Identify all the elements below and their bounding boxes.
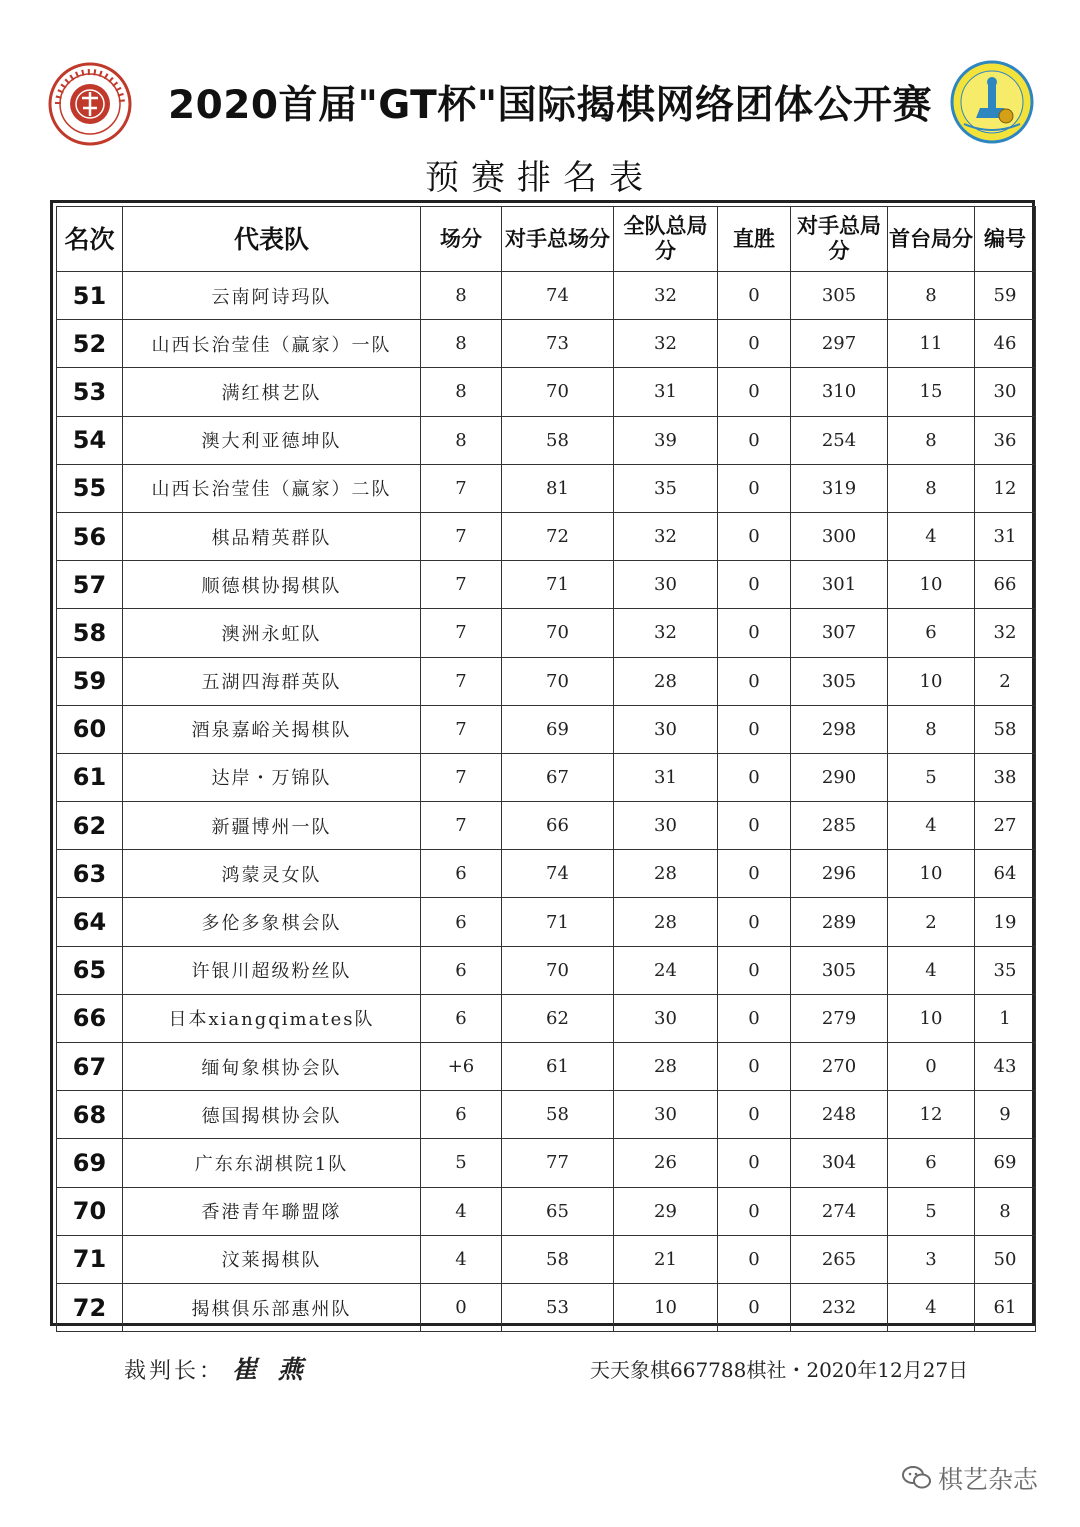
cell-match-points: 7 <box>421 464 502 512</box>
table-row <box>57 898 1036 946</box>
cell-team: 澳洲永虹队 <box>123 609 421 657</box>
cell-direct-wins: 0 <box>718 272 791 320</box>
cell-team-game-points: 32 <box>614 609 718 657</box>
cell-rank: 60 <box>57 705 123 753</box>
cell-opponent-game-points: 297 <box>791 320 888 368</box>
cell-rank: 57 <box>57 561 123 609</box>
cell-team-game-points: 26 <box>614 1139 718 1187</box>
cell-opponent-game-points: 296 <box>791 850 888 898</box>
cell-team-number: 19 <box>975 898 1036 946</box>
cell-opponent-match-points: 71 <box>502 898 614 946</box>
cell-match-points: 4 <box>421 1187 502 1235</box>
cell-rank: 64 <box>57 898 123 946</box>
cell-opponent-game-points: 319 <box>791 464 888 512</box>
cell-first-board-points: 6 <box>888 1139 975 1187</box>
cell-match-points: 7 <box>421 561 502 609</box>
cell-match-points: 7 <box>421 705 502 753</box>
cell-team-game-points: 39 <box>614 416 718 464</box>
table-row <box>57 753 1036 801</box>
cell-first-board-points: 10 <box>888 657 975 705</box>
cell-match-points: 6 <box>421 946 502 994</box>
cell-team-number: 58 <box>975 705 1036 753</box>
cell-direct-wins: 0 <box>718 1043 791 1091</box>
cell-match-points: 8 <box>421 320 502 368</box>
cell-team: 缅甸象棋协会队 <box>123 1043 421 1091</box>
page-title: 2020首届"GT杯"国际揭棋网络团体公开赛 <box>167 83 933 128</box>
cell-team-game-points: 32 <box>614 320 718 368</box>
cell-rank: 53 <box>57 368 123 416</box>
cell-opponent-match-points: 72 <box>502 512 614 560</box>
cell-first-board-points: 4 <box>888 512 975 560</box>
cell-team-number: 9 <box>975 1091 1036 1139</box>
cell-direct-wins: 0 <box>718 368 791 416</box>
cell-team: 广东东湖棋院1队 <box>123 1139 421 1187</box>
table-row <box>57 802 1036 850</box>
header-first-board-points: 首台局分 <box>888 207 975 272</box>
cell-team-game-points: 32 <box>614 272 718 320</box>
table-row <box>57 368 1036 416</box>
cell-team-number: 61 <box>975 1283 1036 1331</box>
cell-opponent-match-points: 81 <box>502 464 614 512</box>
cell-first-board-points: 3 <box>888 1235 975 1283</box>
cell-direct-wins: 0 <box>718 657 791 705</box>
cell-team-game-points: 31 <box>614 753 718 801</box>
cell-rank: 66 <box>57 994 123 1042</box>
cell-opponent-game-points: 289 <box>791 898 888 946</box>
cell-match-points: 6 <box>421 994 502 1042</box>
cell-team-game-points: 35 <box>614 464 718 512</box>
cell-team-number: 64 <box>975 850 1036 898</box>
cell-first-board-points: 11 <box>888 320 975 368</box>
table-row <box>57 272 1036 320</box>
cell-team-game-points: 24 <box>614 946 718 994</box>
cell-match-points: 8 <box>421 368 502 416</box>
cell-direct-wins: 0 <box>718 464 791 512</box>
cell-rank: 56 <box>57 512 123 560</box>
cell-opponent-match-points: 73 <box>502 320 614 368</box>
table-row <box>57 1235 1036 1283</box>
cell-match-points: 7 <box>421 753 502 801</box>
cell-rank: 55 <box>57 464 123 512</box>
cell-match-points: 7 <box>421 512 502 560</box>
cell-opponent-game-points: 310 <box>791 368 888 416</box>
cell-first-board-points: 6 <box>888 609 975 657</box>
table-row <box>57 512 1036 560</box>
cell-match-points: 6 <box>421 898 502 946</box>
cell-direct-wins: 0 <box>718 705 791 753</box>
cell-opponent-match-points: 58 <box>502 416 614 464</box>
header-opponent-match-points: 对手总场分 <box>502 207 614 272</box>
cell-opponent-game-points: 298 <box>791 705 888 753</box>
cell-team: 新疆博州一队 <box>123 802 421 850</box>
cell-team-number: 27 <box>975 802 1036 850</box>
cell-team: 澳大利亚德坤队 <box>123 416 421 464</box>
cell-opponent-match-points: 70 <box>502 368 614 416</box>
cell-direct-wins: 0 <box>718 512 791 560</box>
cell-rank: 61 <box>57 753 123 801</box>
cell-team-game-points: 32 <box>614 512 718 560</box>
cell-team-game-points: 31 <box>614 368 718 416</box>
cell-first-board-points: 4 <box>888 802 975 850</box>
cell-team: 棋品精英群队 <box>123 512 421 560</box>
watermark <box>902 1460 1038 1496</box>
cell-match-points: 7 <box>421 609 502 657</box>
association-logo-right <box>950 60 1034 144</box>
cell-match-points: +6 <box>421 1043 502 1091</box>
cell-match-points: 0 <box>421 1283 502 1331</box>
cell-direct-wins: 0 <box>718 1091 791 1139</box>
federation-emblem-icon <box>950 60 1034 144</box>
cell-opponent-game-points: 300 <box>791 512 888 560</box>
cell-team-number: 46 <box>975 320 1036 368</box>
cell-opponent-match-points: 58 <box>502 1235 614 1283</box>
cell-first-board-points: 10 <box>888 994 975 1042</box>
cell-rank: 62 <box>57 802 123 850</box>
cell-first-board-points: 10 <box>888 850 975 898</box>
cell-team-number: 43 <box>975 1043 1036 1091</box>
cell-team: 酒泉嘉峪关揭棋队 <box>123 705 421 753</box>
header-direct-wins: 直胜 <box>718 207 791 272</box>
header-team-number: 编号 <box>975 207 1036 272</box>
cell-opponent-match-points: 71 <box>502 561 614 609</box>
cell-team-number: 50 <box>975 1235 1036 1283</box>
cell-opponent-match-points: 70 <box>502 609 614 657</box>
table-row <box>57 561 1036 609</box>
cell-first-board-points: 5 <box>888 753 975 801</box>
table-row <box>57 609 1036 657</box>
cell-opponent-game-points: 279 <box>791 994 888 1042</box>
cell-opponent-match-points: 53 <box>502 1283 614 1331</box>
header-match-points: 场分 <box>421 207 502 272</box>
cell-first-board-points: 8 <box>888 272 975 320</box>
cell-first-board-points: 5 <box>888 1187 975 1235</box>
cell-team-number: 35 <box>975 946 1036 994</box>
table-header-row <box>57 207 1036 272</box>
cell-rank: 72 <box>57 1283 123 1331</box>
cell-team: 达岸・万锦队 <box>123 753 421 801</box>
cell-team-game-points: 30 <box>614 994 718 1042</box>
header-opponent-game-points: 对手总局分 <box>791 207 888 272</box>
cell-rank: 69 <box>57 1139 123 1187</box>
table-row <box>57 994 1036 1042</box>
table-row <box>57 657 1036 705</box>
cell-opponent-game-points: 307 <box>791 609 888 657</box>
cell-match-points: 6 <box>421 1091 502 1139</box>
cell-team: 日本xiangqimates队 <box>123 994 421 1042</box>
cell-opponent-match-points: 69 <box>502 705 614 753</box>
cell-rank: 63 <box>57 850 123 898</box>
cell-direct-wins: 0 <box>718 320 791 368</box>
cell-rank: 59 <box>57 657 123 705</box>
cell-opponent-game-points: 248 <box>791 1091 888 1139</box>
cell-team-game-points: 30 <box>614 1091 718 1139</box>
cell-team: 满红棋艺队 <box>123 368 421 416</box>
cell-direct-wins: 0 <box>718 561 791 609</box>
table-row <box>57 416 1036 464</box>
table-row <box>57 705 1036 753</box>
cell-team: 鸿蒙灵女队 <box>123 850 421 898</box>
cell-team: 多伦多象棋会队 <box>123 898 421 946</box>
cell-rank: 71 <box>57 1235 123 1283</box>
cell-direct-wins: 0 <box>718 609 791 657</box>
ranking-table <box>50 200 1035 1326</box>
table-row <box>57 1187 1036 1235</box>
cell-team-game-points: 28 <box>614 657 718 705</box>
cell-match-points: 5 <box>421 1139 502 1187</box>
cell-first-board-points: 4 <box>888 1283 975 1331</box>
table-row <box>57 320 1036 368</box>
cell-match-points: 7 <box>421 657 502 705</box>
table-row <box>57 946 1036 994</box>
cell-opponent-game-points: 305 <box>791 272 888 320</box>
cell-direct-wins: 0 <box>718 1235 791 1283</box>
cell-direct-wins: 0 <box>718 802 791 850</box>
cell-team-game-points: 29 <box>614 1187 718 1235</box>
cell-team-game-points: 10 <box>614 1283 718 1331</box>
cell-first-board-points: 4 <box>888 946 975 994</box>
table-row <box>57 850 1036 898</box>
cell-first-board-points: 0 <box>888 1043 975 1091</box>
cell-first-board-points: 8 <box>888 416 975 464</box>
cell-opponent-match-points: 61 <box>502 1043 614 1091</box>
cell-match-points: 7 <box>421 802 502 850</box>
cell-rank: 68 <box>57 1091 123 1139</box>
cell-opponent-match-points: 66 <box>502 802 614 850</box>
cell-team-number: 2 <box>975 657 1036 705</box>
referee-signature-line <box>124 1350 309 1386</box>
cell-team-number: 69 <box>975 1139 1036 1187</box>
seal-icon <box>48 62 132 146</box>
cell-team-number: 12 <box>975 464 1036 512</box>
cell-team-game-points: 28 <box>614 850 718 898</box>
cell-rank: 67 <box>57 1043 123 1091</box>
cell-match-points: 8 <box>421 272 502 320</box>
cell-rank: 54 <box>57 416 123 464</box>
cell-direct-wins: 0 <box>718 850 791 898</box>
cell-opponent-game-points: 265 <box>791 1235 888 1283</box>
cell-rank: 52 <box>57 320 123 368</box>
cell-direct-wins: 0 <box>718 1139 791 1187</box>
cell-opponent-game-points: 304 <box>791 1139 888 1187</box>
cell-opponent-match-points: 67 <box>502 753 614 801</box>
cell-team-game-points: 30 <box>614 802 718 850</box>
cell-opponent-game-points: 270 <box>791 1043 888 1091</box>
cell-opponent-match-points: 70 <box>502 657 614 705</box>
cell-team: 五湖四海群英队 <box>123 657 421 705</box>
cell-opponent-game-points: 305 <box>791 946 888 994</box>
organizer-date: 天天象棋667788棋社・2020年12月27日 <box>590 1358 969 1382</box>
cell-first-board-points: 15 <box>888 368 975 416</box>
header-rank: 名次 <box>57 207 123 272</box>
cell-team-number: 8 <box>975 1187 1036 1235</box>
table-row <box>57 1043 1036 1091</box>
cell-match-points: 4 <box>421 1235 502 1283</box>
cell-opponent-match-points: 58 <box>502 1091 614 1139</box>
cell-team: 德国揭棋协会队 <box>123 1091 421 1139</box>
cell-rank: 51 <box>57 272 123 320</box>
cell-team-number: 32 <box>975 609 1036 657</box>
cell-team: 许银川超级粉丝队 <box>123 946 421 994</box>
cell-team-number: 1 <box>975 994 1036 1042</box>
cell-match-points: 6 <box>421 850 502 898</box>
cell-team-number: 66 <box>975 561 1036 609</box>
cell-team-number: 59 <box>975 272 1036 320</box>
cell-direct-wins: 0 <box>718 1187 791 1235</box>
cell-direct-wins: 0 <box>718 1283 791 1331</box>
cell-team-game-points: 30 <box>614 705 718 753</box>
cell-opponent-game-points: 274 <box>791 1187 888 1235</box>
cell-opponent-match-points: 74 <box>502 272 614 320</box>
cell-opponent-game-points: 290 <box>791 753 888 801</box>
cell-team: 汶莱揭棋队 <box>123 1235 421 1283</box>
referee-name: 崔 燕 <box>232 1355 309 1384</box>
cell-team-game-points: 30 <box>614 561 718 609</box>
page-subtitle: 预赛排名表 <box>425 158 655 198</box>
referee-label: 裁判长： <box>124 1359 225 1384</box>
cell-team-number: 31 <box>975 512 1036 560</box>
cell-rank: 58 <box>57 609 123 657</box>
cell-team: 揭棋俱乐部惠州队 <box>123 1283 421 1331</box>
cell-opponent-match-points: 70 <box>502 946 614 994</box>
cell-rank: 65 <box>57 946 123 994</box>
cell-team: 山西长治莹佳（赢家）二队 <box>123 464 421 512</box>
cell-opponent-game-points: 301 <box>791 561 888 609</box>
cell-first-board-points: 8 <box>888 464 975 512</box>
cell-direct-wins: 0 <box>718 994 791 1042</box>
cell-opponent-match-points: 77 <box>502 1139 614 1187</box>
header-team: 代表队 <box>123 207 421 272</box>
cell-direct-wins: 0 <box>718 946 791 994</box>
cell-first-board-points: 8 <box>888 705 975 753</box>
cell-team: 香港青年聯盟隊 <box>123 1187 421 1235</box>
cell-opponent-match-points: 65 <box>502 1187 614 1235</box>
table-row <box>57 1139 1036 1187</box>
cell-opponent-match-points: 74 <box>502 850 614 898</box>
table-row <box>57 464 1036 512</box>
cell-direct-wins: 0 <box>718 898 791 946</box>
watermark-text: 棋艺杂志 <box>938 1465 1039 1494</box>
cell-team: 云南阿诗玛队 <box>123 272 421 320</box>
cell-direct-wins: 0 <box>718 416 791 464</box>
cell-first-board-points: 2 <box>888 898 975 946</box>
cell-opponent-game-points: 305 <box>791 657 888 705</box>
table-row <box>57 1283 1036 1331</box>
cell-opponent-game-points: 285 <box>791 802 888 850</box>
cell-team-game-points: 28 <box>614 1043 718 1091</box>
cell-team-number: 36 <box>975 416 1036 464</box>
cell-team-number: 38 <box>975 753 1036 801</box>
cell-match-points: 8 <box>421 416 502 464</box>
wechat-icon <box>902 1465 932 1491</box>
cell-first-board-points: 10 <box>888 561 975 609</box>
association-logo-left <box>48 62 132 146</box>
cell-team-game-points: 28 <box>614 898 718 946</box>
cell-direct-wins: 0 <box>718 753 791 801</box>
cell-team-game-points: 21 <box>614 1235 718 1283</box>
header-team-game-points: 全队总局分 <box>614 207 718 272</box>
cell-opponent-match-points: 62 <box>502 994 614 1042</box>
cell-team: 顺德棋协揭棋队 <box>123 561 421 609</box>
cell-opponent-game-points: 232 <box>791 1283 888 1331</box>
cell-team-number: 30 <box>975 368 1036 416</box>
cell-opponent-game-points: 254 <box>791 416 888 464</box>
cell-team: 山西长治莹佳（赢家）一队 <box>123 320 421 368</box>
cell-first-board-points: 12 <box>888 1091 975 1139</box>
cell-rank: 70 <box>57 1187 123 1235</box>
table-row <box>57 1091 1036 1139</box>
